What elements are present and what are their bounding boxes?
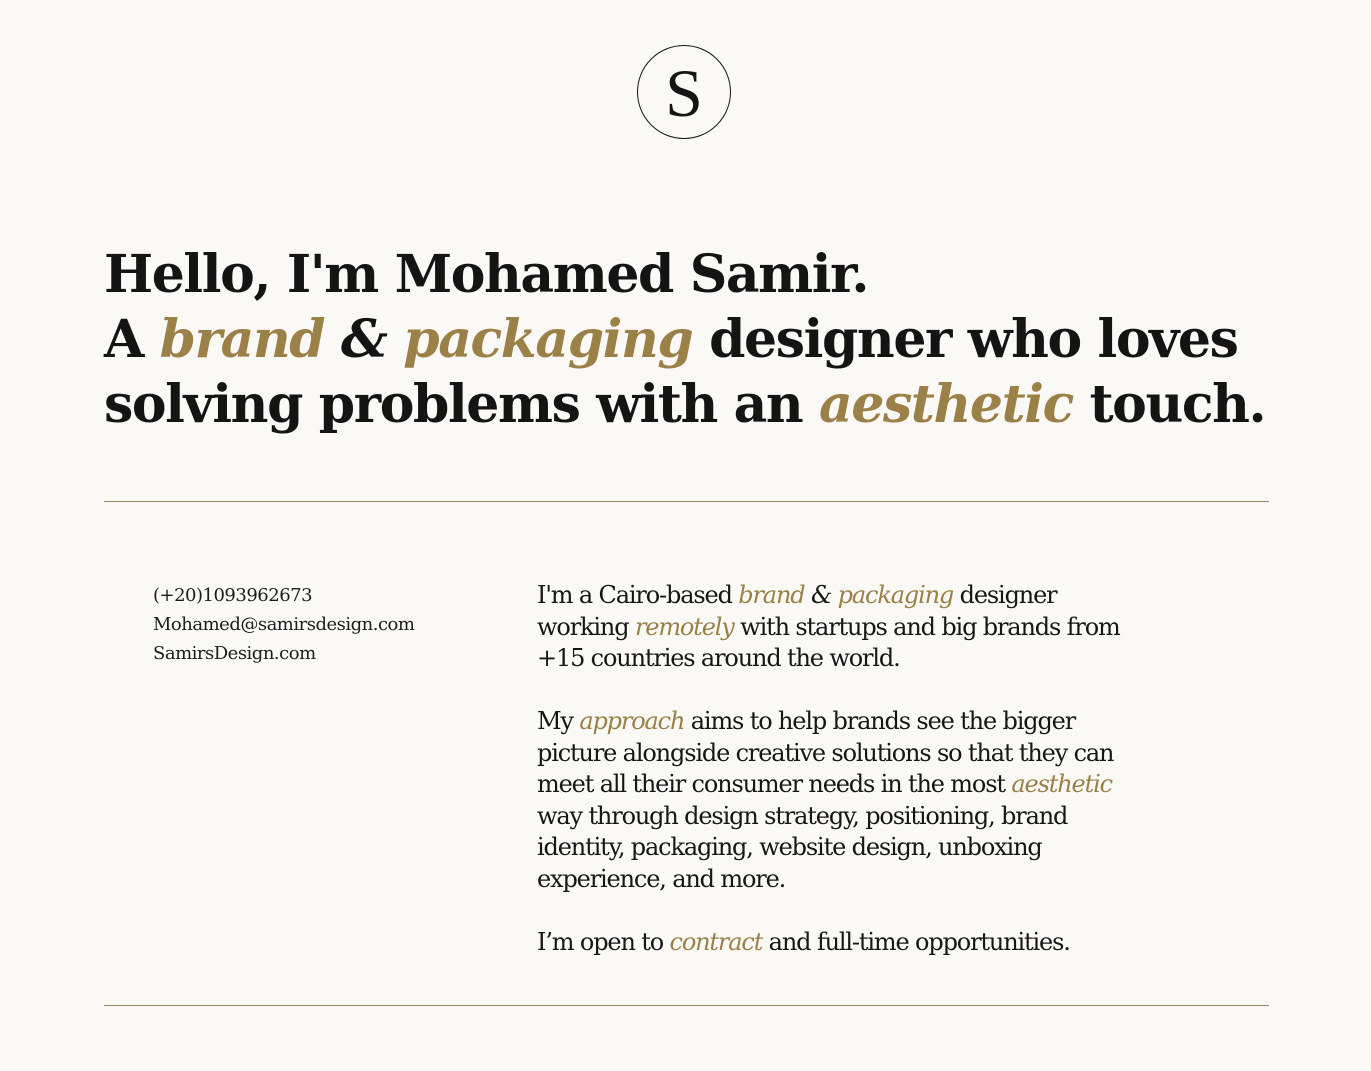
bio-text: aims to help brands see the bigger xyxy=(684,707,1076,735)
bio-line: picture alongside creative solutions so that they can xyxy=(537,738,1114,767)
bio-accent-approach: approach xyxy=(579,707,685,735)
bio-paragraph-2 xyxy=(537,706,1187,895)
hero-text: solving problems with an xyxy=(104,374,820,435)
email-link[interactable]: Mohamed@samirsdesign.com xyxy=(153,614,415,635)
phone-link[interactable]: (+20)1093962673 xyxy=(153,585,313,606)
bio-paragraph-3 xyxy=(537,927,1187,959)
hero-accent-brand: brand xyxy=(159,309,325,370)
bio-line: identity, packaging, website design, unboxing xyxy=(537,833,1042,861)
hero-line-2 xyxy=(104,307,1284,372)
bio-text: working xyxy=(537,612,635,641)
bio-accent-contract: contract xyxy=(669,927,763,956)
hero-accent-aesthetic: aesthetic xyxy=(819,374,1073,435)
logo-letter: S xyxy=(665,55,703,131)
hero-text: designer who loves xyxy=(692,309,1238,370)
bio-text: I’m open to xyxy=(537,927,670,956)
bio-accent-packaging: packaging xyxy=(837,581,954,609)
hero-accent-packaging: packaging xyxy=(403,309,693,370)
hero-text: touch. xyxy=(1072,374,1266,435)
hero-line-3 xyxy=(104,372,1284,437)
bio-text: designer xyxy=(953,581,1057,609)
hero-ampersand: & xyxy=(324,309,404,370)
bio-line: way through design strategy, positioning, brand xyxy=(537,801,1068,830)
bio-text: I'm a Cairo-based xyxy=(537,581,739,609)
bio-accent-remotely: remotely xyxy=(634,612,734,641)
hero-text: A xyxy=(104,309,160,370)
bio-line: experience, and more. xyxy=(537,864,786,893)
bio-line xyxy=(537,927,1187,959)
website-link[interactable]: SamirsDesign.com xyxy=(153,643,316,664)
divider-top xyxy=(104,501,1269,502)
bio-ampersand: & xyxy=(804,581,838,609)
bio-accent-aesthetic: aesthetic xyxy=(1011,770,1112,798)
bio-accent-brand: brand xyxy=(738,581,805,609)
bio-line xyxy=(537,769,1187,801)
hero-line-1: Hello, I'm Mohamed Samir. xyxy=(104,244,869,305)
bio-line xyxy=(537,580,1187,612)
bio-section xyxy=(537,580,1187,990)
bio-line xyxy=(537,612,1187,644)
bio-text: meet all their consumer needs in the most xyxy=(537,770,1012,798)
bio-line: +15 countries around the world. xyxy=(537,644,900,672)
hero-heading xyxy=(104,242,1284,437)
bio-line xyxy=(537,706,1187,738)
divider-bottom xyxy=(104,1005,1269,1006)
bio-paragraph-1 xyxy=(537,580,1187,675)
bio-text: and full-time opportunities. xyxy=(762,927,1070,956)
logo-monogram xyxy=(637,45,731,139)
contact-info xyxy=(153,581,414,668)
bio-text: My xyxy=(537,707,580,735)
bio-text: with startups and big brands from xyxy=(733,612,1120,641)
